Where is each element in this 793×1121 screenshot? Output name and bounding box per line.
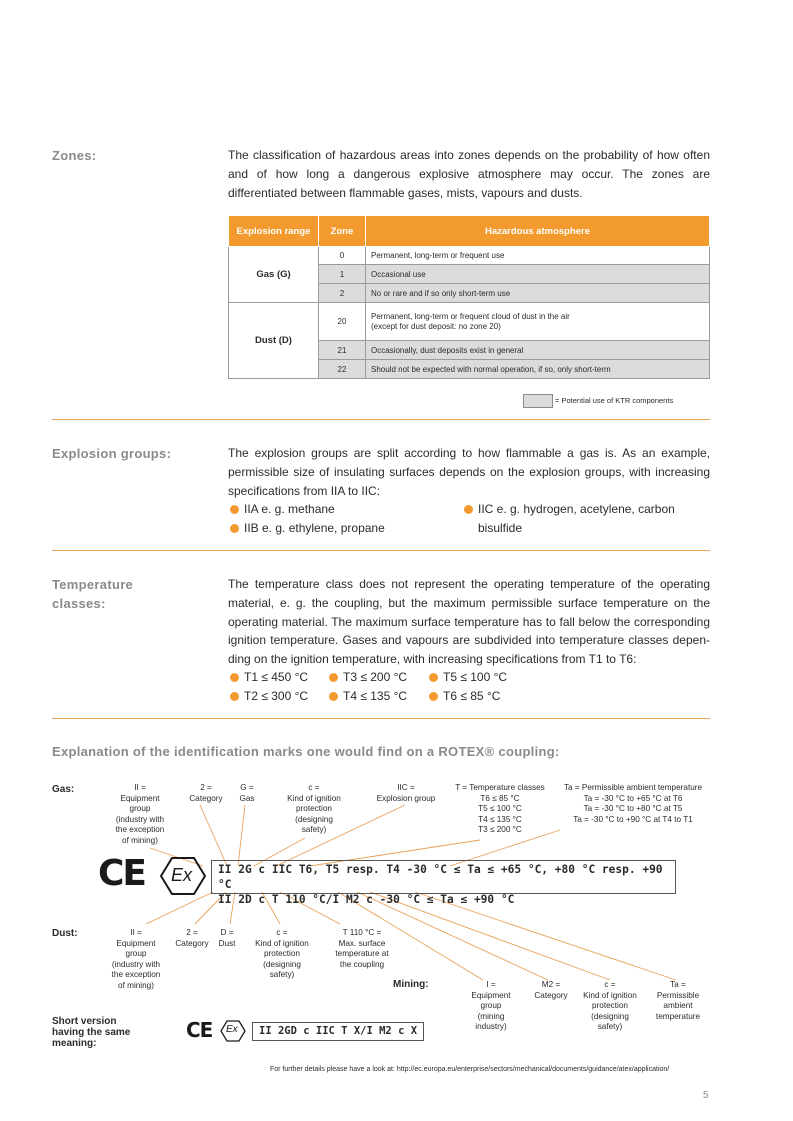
explosion-groups-heading: Explosion groups:: [52, 446, 172, 461]
bullet-item: IIB e. g. ethylene, propane: [230, 519, 385, 538]
temperature-text: The temperature class does not represent the operating temperature of the operating material, e. g. the coupling, but the maximum permissible surface temperature on the operating material. The maximum surface temperature has to fall below the corresponding ignition temperature. Gases and vapours are subdivided into temperature classes depen-: [228, 577, 710, 648]
dust-note-dust: D = Dust: [218, 928, 236, 948]
ce-mark-small: CE: [186, 1018, 213, 1042]
gas-label: Gas:: [52, 784, 75, 795]
mining-note-category: M2 = Category: [534, 980, 568, 1000]
mining-note-ignition: c = Kind of ignition protection (designing safety): [583, 980, 637, 1031]
ex-mark-small: Ex: [220, 1020, 246, 1042]
zones-heading: Zones:: [52, 148, 97, 163]
zone-desc: No or rare and if so only short-term use: [366, 284, 710, 303]
mark-line-gas: II 2G c IIC T6, T5 resp. T4 -30 °C ≤ Ta ≤ +65 °C, +80 °C resp. +90 °C: [218, 863, 663, 891]
temperature-text-last: ding on the ignition temperature, with increasing specifications from T1 to T6:: [228, 652, 637, 666]
header-explosion-range: Explosion range: [229, 216, 319, 247]
dust-label: Dust:: [52, 928, 78, 939]
identification-title: Explanation of the identification marks one would find on a ROTEX® coupling:: [52, 744, 560, 759]
zone-cell: 20: [319, 303, 366, 341]
bullet-item: T1 ≤ 450 °C: [230, 668, 308, 687]
gas-range-cell: Gas (G): [229, 247, 319, 303]
bullet-item: IIC e. g. hydrogen, acetylene, carbon: [464, 500, 675, 519]
header-zone: Zone: [319, 216, 366, 247]
zone-cell: 2: [319, 284, 366, 303]
identification-mark: [211, 860, 676, 906]
ex-mark: Ex: [160, 856, 206, 896]
legend-text: = Potential use of KTR components: [555, 396, 674, 405]
gas-note-gas: G = Gas: [239, 783, 255, 803]
temperature-heading-line2: classes:: [52, 596, 106, 611]
zone-desc: Permanent, long-term or frequent use: [366, 247, 710, 265]
mark-line-dust: II 2D c T 110 °C/I M2 c -30 °C ≤ Ta ≤ +90 °C: [218, 893, 515, 906]
bullet-continuation: bisulfide: [478, 521, 523, 535]
bullet-item: T3 ≤ 200 °C: [329, 668, 407, 687]
ce-mark: CE: [98, 853, 146, 894]
bullet-item: IIA e. g. methane: [230, 500, 335, 519]
mining-note-ambient: Ta = Permissible ambient temperature: [655, 980, 701, 1021]
gas-note-temperature-classes: T = Temperature classes T6 ≤ 85 °C T5 ≤ 100 °C T4 ≤ 135 °C T3 ≤ 200 °C: [455, 783, 545, 834]
short-version-label: Short version having the same meaning:: [52, 1016, 131, 1049]
header-hazardous-atmosphere: Hazardous atmosphere: [366, 216, 710, 247]
mining-note-group: I = Equipment group (mining industry): [471, 980, 511, 1031]
zone-cell: 0: [319, 247, 366, 265]
zone-desc: Occasional use: [366, 265, 710, 284]
zone-desc-line1: Permanent, long-term or frequent cloud of dust in the air: [371, 311, 570, 321]
dust-note-group: II = Equipment group (industry with the exception of mining): [111, 928, 161, 990]
dust-note-category: 2 = Category: [175, 928, 209, 948]
bullet-item: T2 ≤ 300 °C: [230, 687, 308, 706]
dust-note-ignition: c = Kind of ignition protection (designing safety): [255, 928, 309, 979]
short-version-mark: II 2GD c IIC T X/I M2 c X: [252, 1022, 424, 1041]
further-details-link[interactable]: For further details please have a look at: http://ec.europa.eu/enterprise/sectors/mechanical/documents/guidance/atex/application/: [270, 1066, 670, 1073]
mining-label: Mining:: [393, 979, 429, 990]
page-number: 5: [703, 1090, 709, 1101]
dust-note-surface-temperature: T 110 °C = Max. surface temperature at the coupling: [335, 928, 389, 969]
zone-cell: 1: [319, 265, 366, 284]
zone-desc: Should not be expected with normal operation, if so, only short-term: [366, 360, 710, 379]
gas-note-ambient: Ta = Permissible ambient temperature Ta = -30 °C to +65 °C at T6 Ta = -30 °C to +80 °C at T5 Ta = -30 °C to +90 °C at T4 to T1: [563, 783, 703, 824]
gas-note-group: II = Equipment group (industry with the exception of mining): [115, 783, 165, 845]
zone-desc-line2: (except for dust deposit: no zone 20): [371, 321, 501, 331]
temperature-heading-line1: Temperature: [52, 577, 134, 592]
gas-note-ignition: c = Kind of ignition protection (designing safety): [287, 783, 341, 834]
zone-cell: 21: [319, 341, 366, 360]
zone-desc: Occasionally, dust deposits exist in general: [366, 341, 710, 360]
gas-note-explosion-group: IIC = Explosion group: [376, 783, 436, 803]
bullet-item: T4 ≤ 135 °C: [329, 687, 407, 706]
bullet-item: T5 ≤ 100 °C: [429, 668, 507, 687]
bullet-item: T6 ≤ 85 °C: [429, 687, 500, 706]
zones-text: The classification of hazardous areas into zones depends on the probability of how often and of how long a dangerous explosive atmosphere may occur. The zones are differentiated between flammable gases, mists, vapours and dusts.: [228, 148, 710, 200]
gas-note-category: 2 = Category: [189, 783, 223, 803]
zone-cell: 22: [319, 360, 366, 379]
dust-range-cell: Dust (D): [229, 303, 319, 379]
explosion-groups-text: The explosion groups are split according to how flammable a gas is. As an example, permissible size of insulating surfaces depends on the explosion groups, with increasing specifications from IIA to IIC:: [228, 446, 710, 498]
